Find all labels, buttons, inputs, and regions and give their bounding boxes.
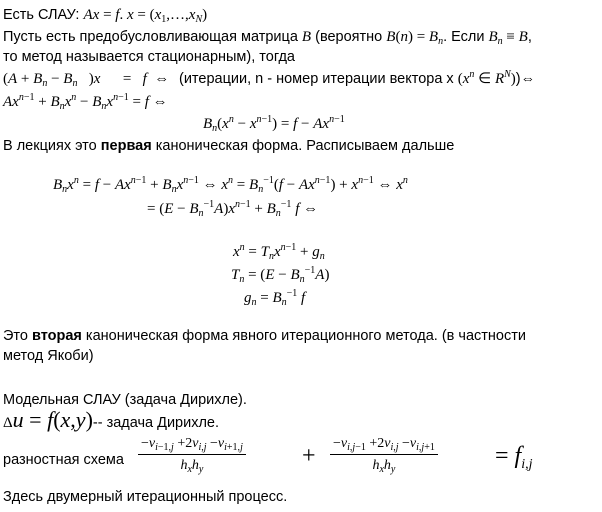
equation-2: = $(E - B_n^{-1}A)x^{n-1} + B_n^{-1}$ f ⇔ — [147, 199, 319, 219]
second-canonical-bold: вторая — [32, 328, 82, 344]
equation-5: $g_n = B_n^{-1}$ f — [244, 288, 306, 308]
equation-1: $B_nx^n = f - Ax^{n-1} + B_nx^{n-1}$ ⇔ $x^n = B_n^{-1}(f - Ax^{n-1}) + x^{n-1}$ ⇔ $x^n$ — [53, 175, 408, 195]
two-dim-process-line: Здесь двумерный итерационный процесс. — [3, 489, 288, 505]
jacobi-line: метод Якоби) — [3, 348, 94, 364]
preconditioner-text: Пусть есть предобусловливающая матрица — [3, 29, 302, 45]
iteration-note: (итерации, n - номер итерации вектора x ($x^n$ ∈ $R^N))\Leftrightarrow$ — [179, 69, 536, 87]
bn-equiv-formula: $B_n \equiv B$ — [488, 29, 528, 47]
fraction-2-denominator: $h_xh_y$ — [372, 458, 396, 475]
preconditioner-text-4: , — [527, 29, 532, 45]
fraction-1 — [138, 436, 246, 474]
preconditioner-text-3: . Если — [443, 29, 489, 45]
dirichlet-text: -- задача Дирихле. — [92, 415, 220, 431]
fraction-1-denominator: $h_xh_y$ — [180, 458, 204, 475]
slau-formula: Ax = f. $x = (x_1,\dots,x_N)$ — [83, 7, 208, 25]
equation-3: $x^n = T_nx^{n-1} + g_n$ — [233, 242, 325, 262]
first-canonical-bold: первая — [100, 138, 152, 154]
second-canonical-text-2: каноническая форма явного итерационного метода. (в частности — [81, 328, 526, 344]
stationary-line: то метод называется стационарным), тогда — [3, 49, 295, 65]
fraction-2 — [330, 436, 438, 474]
bn-formula: $B(n) = B_n$ — [386, 29, 444, 47]
second-canonical-line — [3, 327, 526, 345]
expanded-formula: $Ax^{n-1} + B_nx^n - B_nx^{n-1} = f$ ⇔ — [3, 92, 168, 112]
slau-intro-line — [3, 6, 207, 24]
iteration-formula: ($A + B_n - B_n$ )x = f ⇔ — [3, 71, 170, 89]
model-slau-line: Модельная СЛАУ (задача Дирихле). — [3, 392, 247, 408]
matrix-b: B — [301, 29, 312, 45]
preconditioner-text-2: (вероятно — [311, 29, 387, 45]
plus-sign: + — [302, 443, 316, 469]
first-canonical-text: В лекциях это — [3, 138, 101, 154]
preconditioner-line — [3, 28, 532, 46]
second-canonical-text: Это — [3, 328, 32, 344]
first-canonical-text-2: каноническая форма. Расписываем дальше — [151, 138, 455, 154]
slau-intro-text: Есть СЛАУ: — [3, 7, 84, 23]
fraction-2-numerator: $-v_{i,j-1} +2v_{i,j} -v_{i,j+1}$ — [330, 436, 438, 455]
fraction-1-numerator: $-v_{i-1,j} +2v_{i,j} -v_{i+1,j}$ — [138, 436, 246, 455]
difference-formula: $B_n(x^n - x^{n-1}) = f - Ax^{n-1}$ — [203, 114, 345, 134]
dirichlet-formula: Δu = f(x,y)-- задача Дирихле. — [3, 407, 220, 432]
equation-4: $T_n = (E - B_n^{-1}A)$ — [231, 265, 330, 285]
rhs-fij: = $f_{i,j}$ — [495, 443, 533, 472]
difference-scheme-label: разностная схема — [3, 452, 124, 468]
first-canonical-line — [3, 137, 454, 155]
